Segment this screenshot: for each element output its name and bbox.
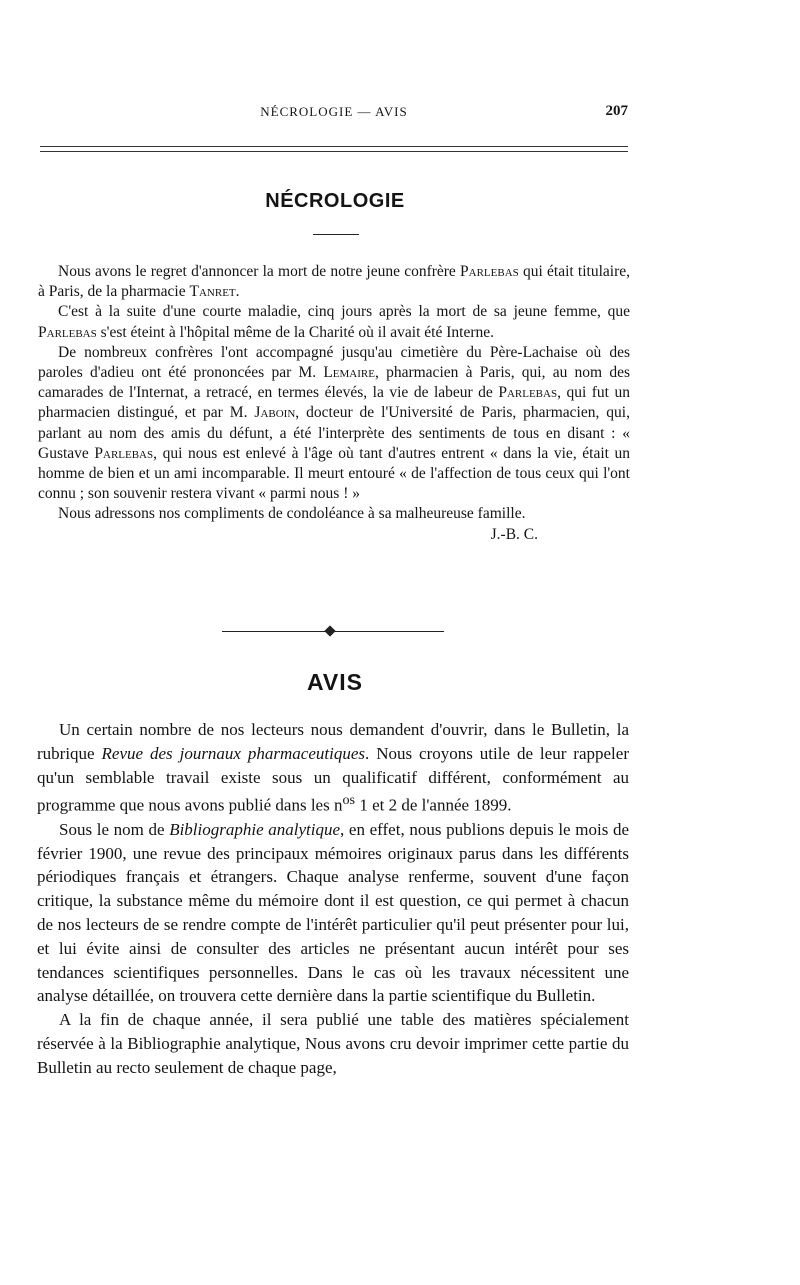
running-head xyxy=(40,104,628,128)
running-title: NÉCROLOGIE — AVIS xyxy=(260,104,408,119)
journal-title: Revue des journaux pharmaceutiques xyxy=(101,743,366,763)
name-parlebas: Parlebas xyxy=(460,263,519,280)
avis-paragraph-2: Sous le nom de Bibliographie analytique, en effet, nous publions depuis le mois de février 1900, une revue des principaux mémoires originaux parus dans les différents périodiques français et étrangers. Chaque analyse renferme, souvent d'une façon critique, la substance même du mémoire dont il est question, ce qui permet à chacun de nos lecteurs de se rendre compte de l'intérêt particulier qu'il peut présenter pour lui, et lui évite ainsi de consulter des articles ne présentant aucun intérêt pour ses tendances scientifiques personnelles. Dans le cas où les travaux nécessitent une analyse détaillée, on trouvera cette dernière dans la partie scientifique du Bulletin. xyxy=(37,819,629,1006)
header-rule-top xyxy=(40,146,628,147)
name-lemaire: Lemaire xyxy=(323,364,375,382)
avis-paragraph-3: A la fin de chaque année, il sera publié une table des matières spécialement réservée à la Bibliographie analytique, Nous avons cru devoir imprimer cette partie du Bulletin au recto seulement de chaque page, xyxy=(37,1010,629,1077)
section-divider xyxy=(222,629,444,635)
numero-superscript: os xyxy=(342,792,356,809)
header-rule-bottom xyxy=(40,151,628,152)
avis-paragraph-1: Un certain nombre de nos lecteurs nous demandent d'ouvrir, dans le Bulletin, la rubrique Revue des journaux pharmaceutiques. Nous croyons utile de leur rappeler qu'un semblable travail existe sous un qualificatif différent, conformément au programme que nous avons publié dans les $n^{os}$ 1 et 2 de l'année 1899. xyxy=(37,720,629,816)
name-parlebas: Parlebas xyxy=(38,323,97,341)
name-jaboin: Jaboin xyxy=(254,404,296,422)
necrologie-paragraph-1: Nous avons le regret d'annoncer la mort de notre jeune confrère Parlebas qui était titulaire, à Paris, de la pharmacie Tanret. xyxy=(38,263,630,301)
bibliographie-title: Bibliographie analytique xyxy=(169,819,341,839)
necrologie-paragraph-4: Nous adressons nos compliments de condoléance à sa malheureuse famille. xyxy=(58,505,526,523)
necrologie-title: NÉCROLOGIE xyxy=(265,190,405,212)
name-parlebas: Parlebas xyxy=(498,384,558,402)
title-rule xyxy=(313,234,359,235)
diamond-ornament-icon xyxy=(324,625,335,636)
avis-title: AVIS xyxy=(307,669,363,695)
necrologie-paragraph-3: De nombreux confrères l'ont accompagné jusqu'au cimetière du Père-Lachaise où des paroles d'adieu ont été prononcées par M. Lemaire, pharmacien à Paris, qui, au nom des camarades de l'Internat, a retracé, en termes élevés, la vie de labeur de Parlebas, qui fut un pharmacien distingué, et par M. Jaboin, docteur de l'Université de Paris, pharmacien, qui, parlant au nom des amis du défunt, a été l'interprète des sentiments de tous en disant : « Gustave Parlebas, qui nous est enlevé à l'âge où tant d'autres entrent « dans la vie, était un homme de bien et un ami incomparable. Il meurt entouré « de l'affection de tous ceux qui l'ont connu ; son souvenir restera vivant « parmi nous ! » xyxy=(38,343,631,503)
necrologie-paragraph-2: C'est à la suite d'une courte maladie, cinq jours après la mort de sa jeune femme, que Parlebas s'est éteint à l'hôpital même de la Charité où il avait été Interne. xyxy=(38,303,630,341)
signature: J.-B. C. xyxy=(490,525,538,543)
necrologie-body xyxy=(38,262,630,545)
page-number: 207 xyxy=(605,103,628,119)
name-parlebas: Parlebas xyxy=(94,444,154,462)
avis-body xyxy=(37,718,629,1080)
name-tanret: Tanret xyxy=(189,283,236,301)
